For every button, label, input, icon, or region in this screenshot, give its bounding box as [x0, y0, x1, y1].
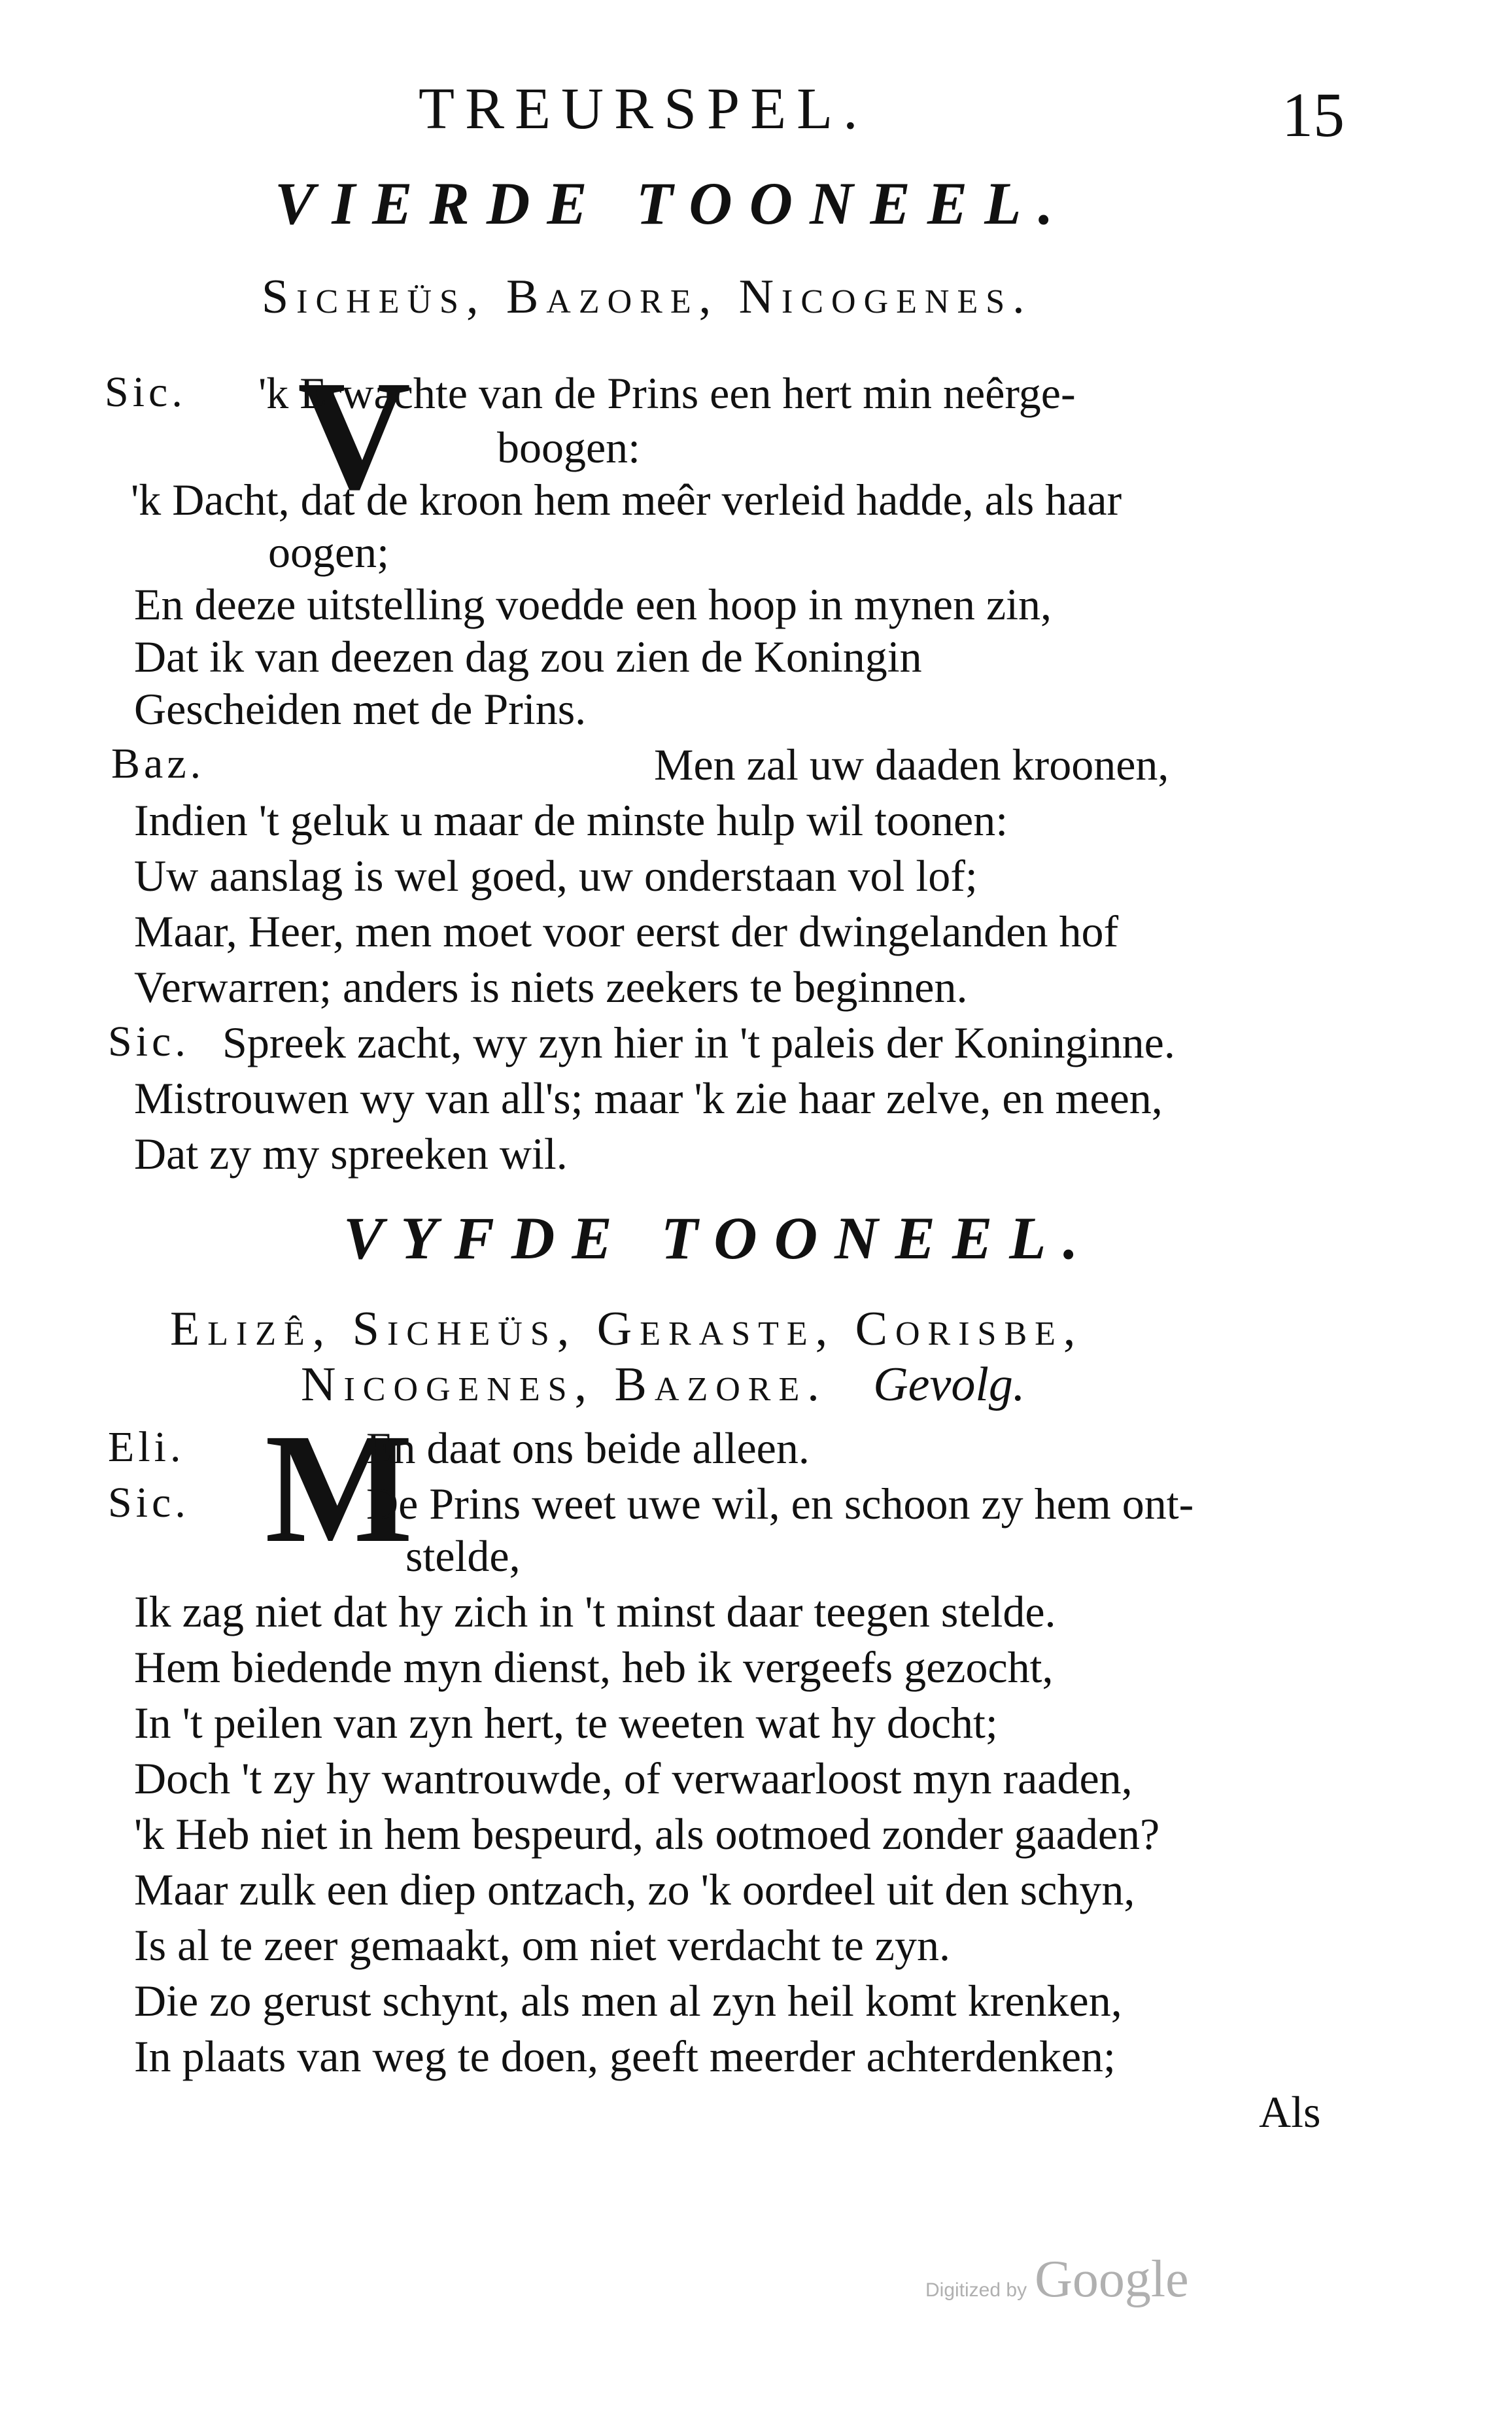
- speaker-label: Sic.: [105, 368, 186, 416]
- verse-line: oogen;: [268, 527, 390, 577]
- digitized-watermark: [925, 2250, 1189, 2309]
- verse-line: Gescheiden met de Prins.: [134, 684, 587, 734]
- cast-list-5-line-1: Elizê, Sicheüs, Geraste, Corisbe,: [170, 1302, 1084, 1356]
- drop-capital: M: [265, 1401, 413, 1575]
- running-head: TREURSPEL.: [419, 77, 868, 141]
- verse-line: Maar zulk een diep ontzach, zo 'k oordeel uit den schyn,: [134, 1865, 1135, 1914]
- speaker-label: Sic.: [108, 1479, 190, 1527]
- verse-line: Verwarren; anders is niets zeekers te beginnen.: [134, 962, 968, 1012]
- cast-list-4: Sicheüs, Bazore, Nicogenes.: [262, 270, 1033, 324]
- scene-heading-5: VYFDE TOONEEL.: [343, 1205, 1095, 1271]
- verse-line: Die zo gerust schynt, als men al zyn heil komt krenken,: [134, 1976, 1122, 2026]
- verse-line: 'k Dacht, dat de kroon hem meêr verleid hadde, als haar: [131, 475, 1122, 525]
- digitized-label: Digitized by: [925, 2279, 1027, 2301]
- speaker-label: Eli.: [108, 1423, 185, 1471]
- verse-line: De Prins weet uwe wil, en schoon zy hem ont-: [366, 1479, 1194, 1528]
- verse-line: Spreek zacht, wy zyn hier in 't paleis der Koninginne.: [222, 1018, 1175, 1067]
- verse-line: Hem biedende myn dienst, heb ik vergeefs gezocht,: [134, 1642, 1054, 1692]
- cast-extra: Gevolg.: [873, 1358, 1025, 1411]
- page-number: 15: [1282, 80, 1345, 150]
- verse-line: stelde,: [405, 1531, 521, 1581]
- verse-line: Dat zy my spreeken wil.: [134, 1129, 568, 1179]
- drop-capital: V: [298, 348, 411, 522]
- verse-line: En daat ons beide alleen.: [366, 1423, 810, 1473]
- verse-line: Dat ik van deezen dag zou zien de Koningin: [134, 632, 922, 682]
- verse-line: Doch 't zy hy wantrouwde, of verwaarloost myn raaden,: [134, 1753, 1133, 1803]
- catchword: Als: [1259, 2087, 1321, 2137]
- verse-line: En deeze uitstelling voedde een hoop in mynen zin,: [134, 579, 1052, 629]
- verse-line: Uw aanslag is wel goed, uw onderstaan vol lof;: [134, 851, 978, 901]
- verse-line: Indien 't geluk u maar de minste hulp wil toonen:: [134, 795, 1008, 845]
- verse-line: Is al te zeer gemaakt, om niet verdacht te zyn.: [134, 1920, 950, 1970]
- verse-line: Maar, Heer, men moet voor eerst der dwingelanden hof: [134, 906, 1119, 956]
- verse-line: Ik zag niet dat hy zich in 't minst daar teegen stelde.: [134, 1587, 1056, 1636]
- verse-line: boogen:: [497, 423, 641, 472]
- verse-line: 'k Erwachte van de Prins een hert min neêrge-: [258, 368, 1076, 418]
- verse-line: In plaats van weg te doen, geeft meerder achterdenken;: [134, 2031, 1116, 2081]
- verse-line: Mistrouwen wy van all's; maar 'k zie haar zelve, en meen,: [134, 1073, 1163, 1123]
- speaker-label: Baz.: [111, 740, 205, 787]
- google-logo: Google: [1035, 2251, 1189, 2308]
- verse-line: Men zal uw daaden kroonen,: [654, 740, 1169, 789]
- scene-heading-4: VIERDE TOONEEL.: [275, 170, 1071, 237]
- verse-line: In 't peilen van zyn hert, te weeten wat hy docht;: [134, 1698, 998, 1748]
- cast-names: Nicogenes, Bazore.: [301, 1358, 827, 1411]
- speaker-label: Sic.: [108, 1018, 190, 1065]
- verse-line: 'k Heb niet in hem bespeurd, als ootmoed zonder gaaden?: [134, 1809, 1160, 1859]
